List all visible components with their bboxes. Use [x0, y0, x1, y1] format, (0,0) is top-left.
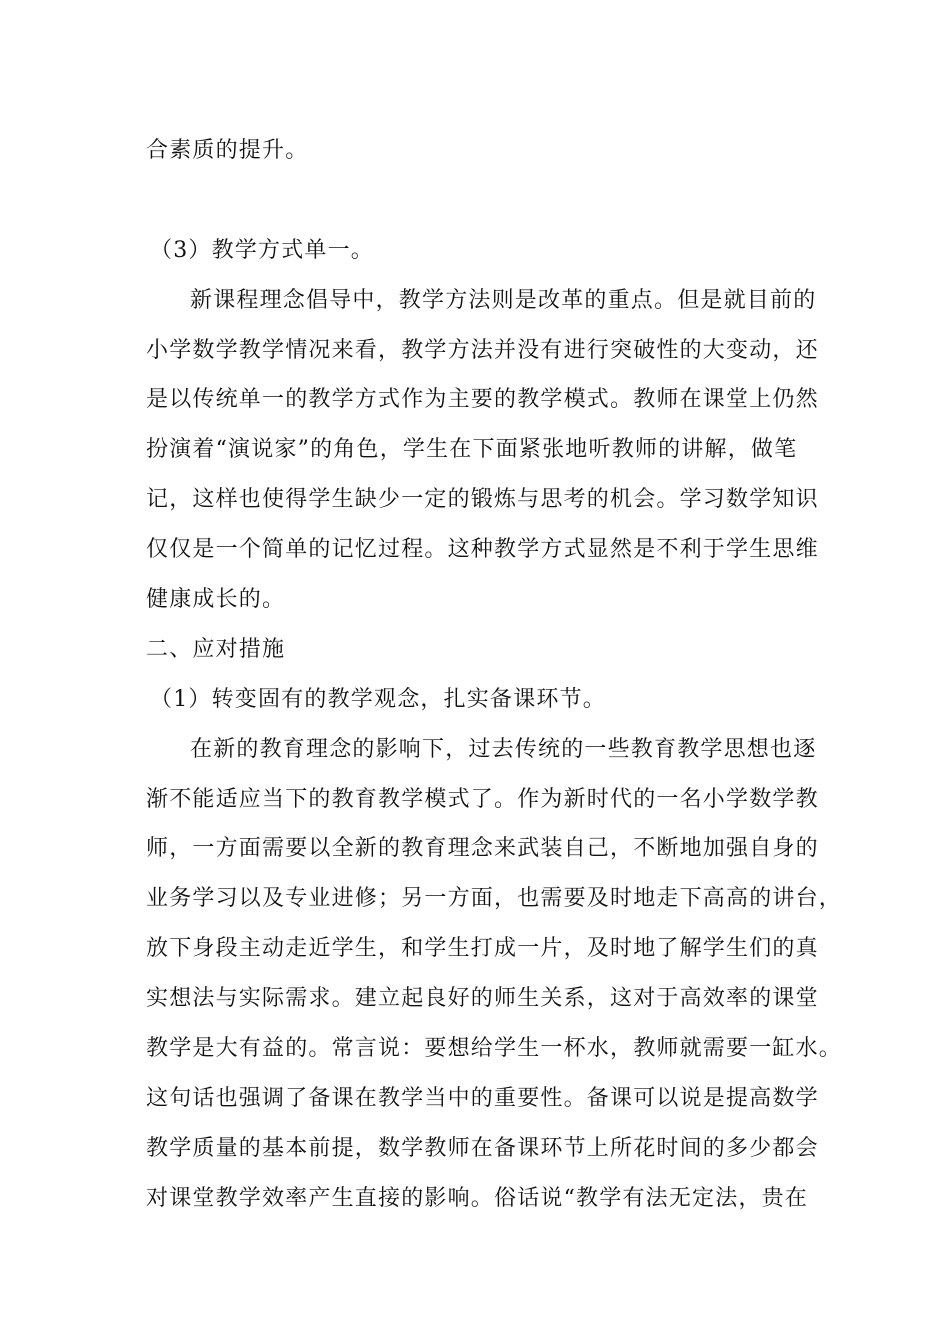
- paragraph-line-13: 放下身段主动走近学生，和学生打成一片，及时地了解学生们的真: [146, 936, 819, 961]
- paragraph-line-17: 教学质量的基本前提，数学教师在备课环节上所花时间的多少都会: [146, 1136, 819, 1161]
- paragraph-line-18: 对课堂教学效率产生直接的影响。俗话说“教学有法无定法，贵在: [146, 1186, 809, 1211]
- subsection-heading-1: （1）转变固有的教学观念，扎实备课环节。: [150, 687, 606, 712]
- paragraph-line-7: 仅仅是一个简单的记忆过程。这种教学方式显然是不利于学生思维: [146, 537, 819, 562]
- paragraph-line-5: 扮演着“演说家”的角色，学生在下面紧张地听教师的讲解，做笔: [146, 437, 798, 462]
- paragraph-line-15: 教学是大有益的。常言说：要想给学生一杯水，教师就需要一缸水。: [146, 1036, 843, 1061]
- paragraph-line-9: 在新的教育理念的影响下，过去传统的一些教育教学思想也逐: [190, 737, 817, 762]
- paragraph-line-6: 记，这样也使得学生缺少一定的锻炼与思考的机会。学习数学知识: [146, 487, 819, 512]
- paragraph-line-3: 小学数学教学情况来看，教学方法并没有进行突破性的大变动，还: [146, 338, 819, 363]
- paragraph-line-10: 渐不能适应当下的教育教学模式了。作为新时代的一名小学数学教: [146, 787, 819, 812]
- paragraph-line-12: 业务学习以及专业进修；另一方面，也需要及时地走下高高的讲台，: [146, 886, 843, 911]
- paragraph-line-1: 合素质的提升。: [146, 138, 309, 163]
- paragraph-line-4: 是以传统单一的教学方式作为主要的教学模式。教师在课堂上仍然: [146, 387, 819, 412]
- paragraph-line-14: 实想法与实际需求。建立起良好的师生关系，这对于高效率的课堂: [146, 986, 819, 1011]
- section-heading-2: 二、应对措施: [146, 637, 286, 662]
- section-heading-3: （3）教学方式单一。: [150, 238, 374, 263]
- paragraph-line-16: 这句话也强调了备课在教学当中的重要性。备课可以说是提高数学: [146, 1086, 819, 1111]
- paragraph-line-8: 健康成长的。: [146, 587, 286, 612]
- paragraph-line-11: 师，一方面需要以全新的教育理念来武装自己，不断地加强自身的: [146, 836, 819, 861]
- paragraph-line-2: 新课程理念倡导中，教学方法则是改革的重点。但是就目前的: [190, 288, 817, 313]
